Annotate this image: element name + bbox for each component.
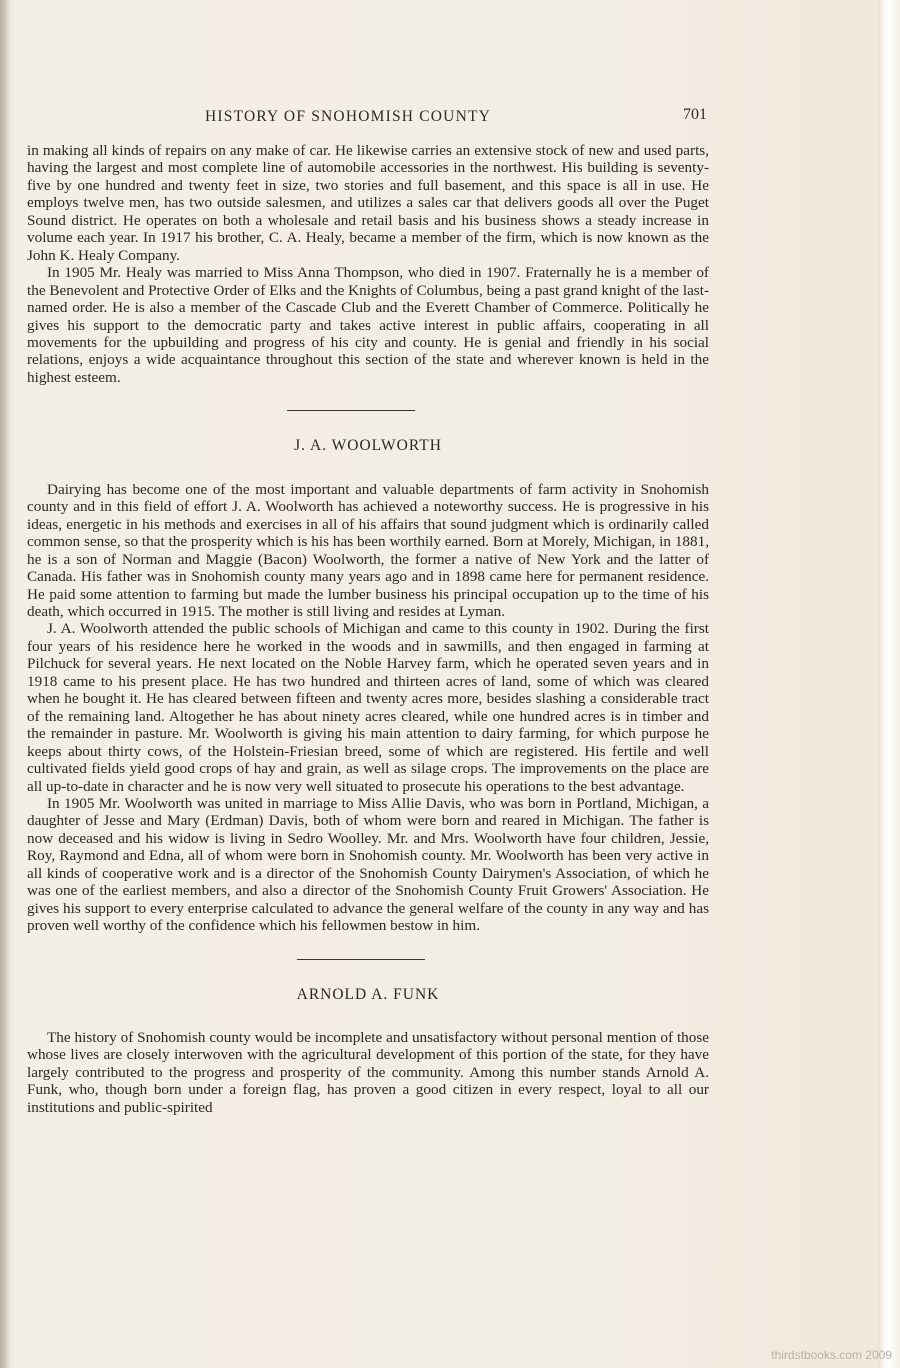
paragraph: in making all kinds of repairs on any make of car. He likewise carries an extensive stock of new and used parts, having the largest and most complete line of automobile accessories in the northwest. His building is seventy-five by one hundred and twenty feet in size, two stories and full basement, and this space is all in use. He employs twelve men, has two outside salesmen, and utilizes a sales car that delivers goods all over the Puget Sound district. He operates on both a wholesale and retail basis and his business shows a steady increase in volume each year. In 1917 his brother, C. A. Healy, became a member of the firm, which is now known as the John K. Healy Company.	[27, 142, 709, 264]
paragraph: In 1905 Mr. Woolworth was united in marriage to Miss Allie Davis, who was born in Portland, Michigan, a daughter of Jesse and Mary (Erdman) Davis, both of whom were born and reared in Michigan. The father is now deceased and his widow is living in Sedro Woolley. Mr. and Mrs. Woolworth have four children, Jessie, Roy, Raymond and Edna, all of whom were born in Snohomish county. Mr. Woolworth has been very active in all kinds of cooperative work and is a director of the Snohomish County Dairymen's Association, of which he was one of the earliest members, and also a director of the Snohomish County Fruit Growers' Association. He gives his support to every enterprise calculated to advance the general welfare of the county in any way and has proven well worthy of the confidence which his fellowmen bestow in him.	[27, 794, 709, 935]
gutter-shadow	[0, 0, 10, 1368]
healy-section	[27, 142, 709, 386]
woolworth-section	[27, 437, 709, 934]
paragraph: J. A. Woolworth attended the public schools of Michigan and came to this county in 1902. During the first four years of his residence here he worked in the woods and in sawmills, and then engaged in farming at Pilchuck for several years. He next located on the Noble Harvey farm, which he operated seven years and in 1918 came to his present place. He has two hundred and thirteen acres of land, some of which was cleared when he bought it. He has cleared between fifteen and twenty acres more, besides slashing a considerable tract of the remaining land. Altogether he has about ninety acres cleared, while one hundred acres is in timber and the remainder in pasture. Mr. Woolworth is giving his main attention to dairy farming, for which purpose he keeps about thirty cows, of the Holstein-Friesian breed, some of which are registered. His fertile and well cultivated fields yield good crops of hay and grain, as well as silage crops. The improvements on the place are all up-to-date in character and he is now very well situated to prosecute his operations to the best advantage.	[27, 620, 709, 795]
page-body	[27, 142, 709, 1116]
running-head: HISTORY OF SNOHOMISH COUNTY	[205, 108, 492, 125]
section-heading: J. A. WOOLWORTH	[294, 437, 442, 455]
section-divider	[287, 410, 415, 411]
section-heading: ARNOLD A. FUNK	[296, 985, 440, 1003]
paragraph: Dairying has become one of the most important and valuable departments of farm activity in Snohomish county and in this field of effort J. A. Woolworth has achieved a noteworthy success. He is progressive in his ideas, energetic in his methods and exercises in all of his affairs that sound judgment which is ordinarily called common sense, so that the prosperity which is his has been worthily earned. Born at Morely, Michigan, in 1881, he is a son of Norman and Maggie (Bacon) Woolworth, the former a native of New York and the latter of Canada. His father was in Snohomish county many years ago and in 1898 came here for permanent residence. He paid some attention to farming but made the lumber business his principal occupation up to the time of his death, which occurred in 1915. The mother is still living and resides at Lyman.	[27, 480, 709, 620]
page-number: 701	[683, 106, 707, 123]
page-fore-edge	[878, 0, 900, 1368]
paragraph: The history of Snohomish county would be incomplete and unsatisfactory without personal mention of those whose lives are closely interwoven with the agricultural development of this portion of the state, for they have largely contributed to the progress and prosperity of the community. Among this number stands Arnold A. Funk, who, though born under a foreign flag, has proven a good citizen in every respect, loyal to all our institutions and public-spirited	[27, 1029, 709, 1116]
section-divider	[297, 959, 425, 960]
paragraph: In 1905 Mr. Healy was married to Miss Anna Thompson, who died in 1907. Fraternally he is a member of the Benevolent and Protective Order of Elks and the Knights of Columbus, being a past grand knight of the last-named order. He is also a member of the Cascade Club and the Everett Chamber of Commerce. Politically he gives his support to the democratic party and takes active interest in public affairs, cooperating in all movements for the upbuilding and progress of his city and county. He is genial and friendly in his social relations, enjoys a wide acquaintance throughout this section of the state and wherever known is held in the highest esteem.	[27, 264, 709, 386]
watermark: thirdstbooks.com 2009	[771, 1348, 892, 1362]
funk-section	[27, 986, 709, 1117]
